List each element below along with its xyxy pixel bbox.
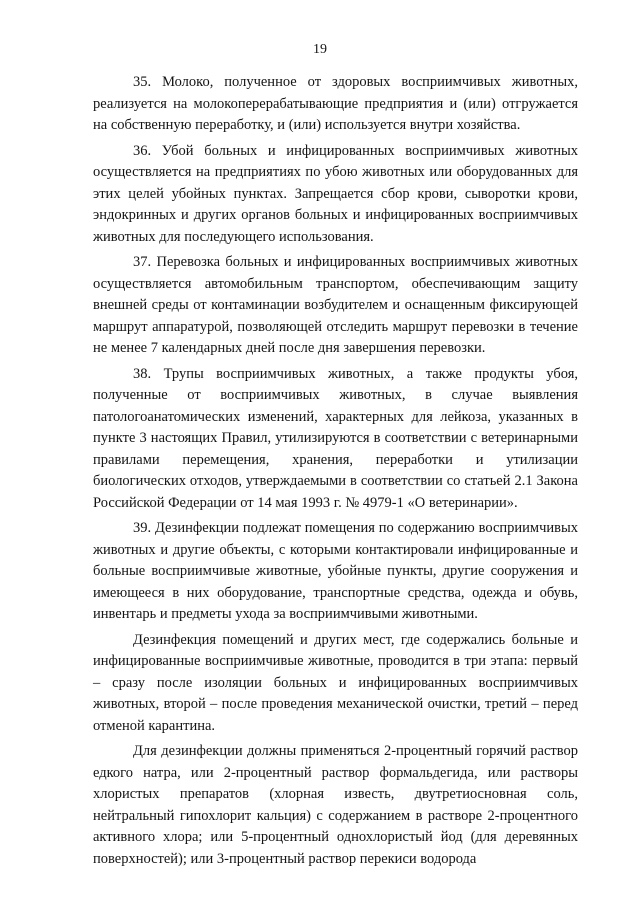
paragraph-disinfection-stages: Дезинфекция помещений и других мест, где содержались больные и инфицированные восприимчивые животные, проводится в три этапа: первый – сразу после изоляции больных и инфицированных восприимчивых животных, второй – после проведения механической очистки, третий – перед отменой карантина. [93,631,578,734]
paragraph-39: 39. Дезинфекции подлежат помещения по содержанию восприимчивых животных и другие объекты, с которыми контактировали инфицированные и больные восприимчивые животные, убойные пункты, другие сооружения и имеющееся в них оборудование, транспортные средства, одежда и обувь, инвентарь и предметы ухода за восприимчивыми животными. [93,520,578,622]
paragraph-35: 35. Молоко, полученное от здоровых восприимчивых животных, реализуется на молокоперерабатывающие предприятия и (или) отгружается на собственную переработку, и (или) используется внутри хозяйства. [93,74,578,133]
paragraph-36: 36. Убой больных и инфицированных восприимчивых животных осуществляется на предприятиях по убою животных или оборудованных для этих целей убойных пунктах. Запрещается сбор крови, сыворотки крови, эндокринных и других органов больных и инфицированных восприимчивых животных для последующего использования. [93,142,578,245]
paragraph-38: 38. Трупы восприимчивых животных, а также продукты убоя, полученные от восприимчивых животных, в случае выявления патологоанатомических изменений, характерных для лейкоза, указанных в пункте 3 настоящих Правил, утилизируются в соответствии с ветеринарными правилами перемещения, хранения, переработки и утилизации биологических отходов, утверждаемыми в соответствии со статьей 2.1 Закона Российской Федерации от 14 мая 1993 г. № 4979-1 «О ветеринарии». [93,365,578,511]
paragraph-37: 37. Перевозка больных и инфицированных восприимчивых животных осуществляется автомобильным транспортом, обеспечивающим защиту внешней среды от контаминации возбудителем и оснащенным фиксирующей маршрут аппаратурой, позволяющей отследить маршрут перевозки в течение не менее 7 календарных дней после дня завершения перевозки. [93,254,578,356]
paragraph-disinfection-agents: Для дезинфекции должны применяться 2-процентный горячий раствор едкого натра, или 2-процентный раствор формальдегида, или растворы хлористых препаратов (хлорная известь, двутретиосновная соль, нейтральный гипохлорит кальция) с содержанием в растворе 2-процентного активного хлора; или 5-процентный однохлористый йод (для деревянных поверхностей); или 3-процентный раствор перекиси водорода [93,743,578,867]
document-body [93,72,578,870]
page-number: 19 [313,42,327,57]
